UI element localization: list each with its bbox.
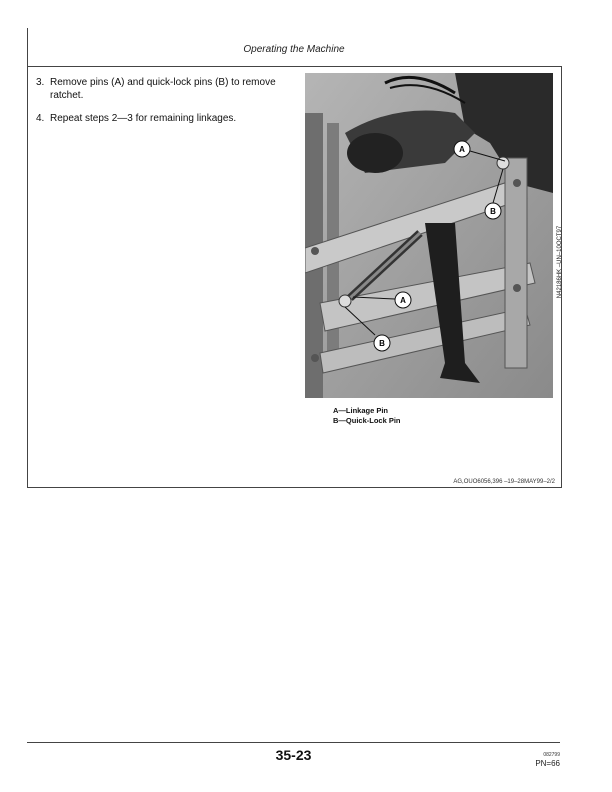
callout-label: A	[400, 296, 406, 305]
callout-b-lower	[374, 335, 390, 351]
step-number: 4.	[36, 113, 45, 124]
step-item	[36, 77, 286, 102]
document-reference: AG,OUO6056,396 –19–28MAY99–2/2	[453, 479, 555, 485]
callout-b-upper	[485, 203, 501, 219]
footer-pn: PN=66	[535, 759, 560, 768]
step-number: 3.	[36, 77, 45, 88]
legend-item-b: B—Quick-Lock Pin	[333, 416, 401, 425]
callout-label: A	[459, 145, 465, 154]
step-item	[36, 113, 286, 126]
linkage-photo	[305, 73, 553, 398]
footer-date-code: 082799	[543, 752, 560, 758]
callout-label: B	[490, 207, 496, 216]
legend-item-a: A—Linkage Pin	[333, 406, 389, 415]
linkage-photo-illustration	[305, 73, 553, 398]
page-number: 35-23	[275, 747, 312, 763]
figure-legend	[333, 406, 401, 426]
step-text: Repeat steps 2—3 for remaining linkages.	[50, 113, 237, 124]
content-box	[27, 66, 562, 488]
callout-label: B	[379, 339, 385, 348]
footer-rule	[27, 742, 560, 743]
figure-id-vertical	[553, 127, 567, 397]
callout-a-lower	[395, 292, 411, 308]
callout-a-upper	[454, 141, 470, 157]
step-text: Remove pins (A) and quick-lock pins (B) to remove ratchet.	[50, 77, 276, 101]
figure-id-text: N42186HK –UN–10OCT97	[557, 225, 563, 299]
page-header-title: Operating the Machine	[243, 44, 345, 55]
instruction-steps	[36, 77, 286, 137]
